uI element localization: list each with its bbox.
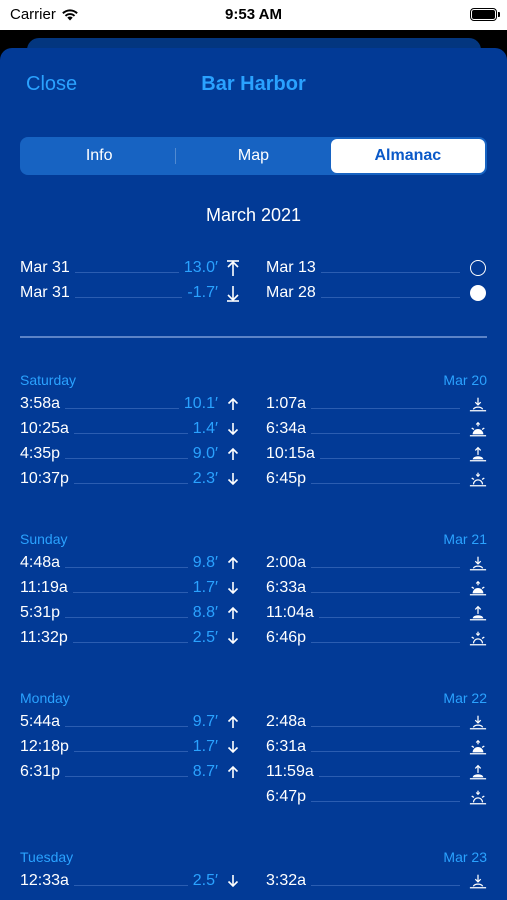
falling-arrow-icon [224, 422, 242, 436]
low-tide-arrow-icon [224, 285, 242, 302]
sun-moon-row [266, 443, 487, 465]
event-time: 11:04a [266, 604, 314, 621]
event-time: 4:35p [20, 445, 61, 462]
day-name: Sunday [20, 531, 68, 547]
high-tide-arrow-icon [224, 260, 242, 277]
new-moon-icon [470, 260, 486, 276]
sun-moon-row [266, 736, 487, 758]
sun-moon-row [266, 577, 487, 599]
moonset-icon [469, 713, 487, 731]
summary-low-tide [20, 282, 242, 304]
event-time: 11:59a [266, 763, 314, 780]
day-date: Mar 21 [443, 531, 487, 547]
tide-row [20, 577, 242, 599]
tide-row [20, 627, 242, 649]
falling-arrow-icon [224, 631, 242, 645]
tide-height: 8.7′ [192, 763, 218, 780]
summary-high-tide [20, 257, 242, 279]
status-bar [0, 0, 507, 30]
falling-arrow-icon [224, 740, 242, 754]
tide-row [20, 418, 242, 440]
tide-height: 2.5′ [192, 629, 218, 646]
summary-height: 13.0′ [183, 259, 218, 276]
tide-row [20, 468, 242, 490]
month-title: March 2021 [205, 205, 302, 225]
tide-row [20, 443, 242, 465]
page-title: Bar Harbor [201, 73, 306, 95]
summary-date: Mar 13 [266, 259, 316, 276]
full-moon-icon [470, 285, 486, 301]
summary-date: Mar 31 [20, 259, 70, 276]
tide-row [20, 761, 242, 783]
section-divider [20, 336, 487, 338]
sun-moon-row [266, 870, 487, 892]
event-time: 2:00a [266, 554, 307, 571]
day-name: Tuesday [20, 849, 74, 865]
event-time: 6:47p [266, 788, 307, 805]
event-time: 4:48a [20, 554, 61, 571]
event-time: 6:45p [266, 470, 307, 487]
tab-map[interactable]: Map [237, 147, 270, 164]
moonset-icon [469, 395, 487, 413]
event-time: 10:37p [20, 470, 69, 487]
event-time: 3:58a [20, 395, 61, 412]
summary-height: -1.7′ [187, 284, 218, 301]
sunset-icon [469, 788, 487, 806]
tide-height: 10.1′ [183, 395, 218, 412]
event-time: 3:32a [266, 872, 307, 889]
sun-moon-row [266, 393, 487, 415]
event-time: 6:31a [266, 738, 307, 755]
event-time: 6:34a [266, 420, 307, 437]
summary-new-moon [266, 257, 487, 279]
day-date: Mar 23 [443, 849, 487, 865]
rising-arrow-icon [224, 447, 242, 461]
segmented-control [20, 137, 487, 175]
tide-height: 1.7′ [192, 738, 218, 755]
moonrise-icon [469, 604, 487, 622]
almanac-sheet [0, 48, 507, 900]
tide-row [20, 602, 242, 624]
tide-row [20, 711, 242, 733]
event-time: 6:31p [20, 763, 61, 780]
falling-arrow-icon [224, 874, 242, 888]
summary-date: Mar 28 [266, 284, 316, 301]
tide-height: 1.4′ [192, 420, 218, 437]
event-time: 6:46p [266, 629, 307, 646]
event-time: 10:25a [20, 420, 69, 437]
sun-moon-row [266, 711, 487, 733]
sunrise-icon [469, 420, 487, 438]
sunrise-icon [469, 738, 487, 756]
moonrise-icon [469, 445, 487, 463]
tide-height: 1.7′ [192, 579, 218, 596]
falling-arrow-icon [224, 472, 242, 486]
tide-row [20, 552, 242, 574]
tide-row [20, 736, 242, 758]
moonset-icon [469, 554, 487, 572]
tab-info[interactable]: Info [22, 139, 176, 173]
sunset-icon [469, 470, 487, 488]
rising-arrow-icon [224, 397, 242, 411]
event-time: 5:44a [20, 713, 61, 730]
tide-height: 8.8′ [192, 604, 218, 621]
event-time: 6:33a [266, 579, 307, 596]
carrier-label: Carrier [10, 6, 56, 23]
sunrise-icon [469, 579, 487, 597]
day-name: Saturday [20, 372, 77, 388]
tide-height: 2.3′ [192, 470, 218, 487]
falling-arrow-icon [224, 581, 242, 595]
sun-moon-row [266, 552, 487, 574]
day-date: Mar 20 [443, 372, 487, 388]
tide-row [20, 393, 242, 415]
rising-arrow-icon [224, 765, 242, 779]
moonrise-icon [469, 763, 487, 781]
rising-arrow-icon [224, 556, 242, 570]
sunset-icon [469, 629, 487, 647]
event-time: 2:48a [266, 713, 307, 730]
tide-row [20, 870, 242, 892]
close-button[interactable]: Close [26, 73, 78, 95]
sun-moon-row [266, 602, 487, 624]
event-time: 11:19a [20, 579, 68, 596]
tab-almanac[interactable]: Almanac [331, 139, 485, 173]
day-date: Mar 22 [443, 690, 487, 706]
nav-bar [0, 48, 507, 118]
event-time: 11:32p [20, 629, 68, 646]
tide-height: 9.0′ [192, 445, 218, 462]
sun-moon-row [266, 468, 487, 490]
sun-moon-row [266, 786, 487, 808]
sun-moon-row [266, 627, 487, 649]
tide-height: 9.7′ [192, 713, 218, 730]
event-time: 10:15a [266, 445, 315, 462]
sun-moon-row [266, 761, 487, 783]
event-time: 12:18p [20, 738, 69, 755]
tide-height: 9.8′ [192, 554, 218, 571]
status-time: 9:53 AM [225, 6, 282, 23]
rising-arrow-icon [224, 715, 242, 729]
rising-arrow-icon [224, 606, 242, 620]
summary-date: Mar 31 [20, 284, 70, 301]
tide-height: 2.5′ [192, 872, 218, 889]
day-name: Monday [20, 690, 70, 706]
summary-full-moon [266, 282, 487, 304]
event-time: 12:33a [20, 872, 69, 889]
sun-moon-row [266, 418, 487, 440]
battery-icon [470, 8, 497, 21]
event-time: 5:31p [20, 604, 61, 621]
moonset-icon [469, 872, 487, 890]
event-time: 1:07a [266, 395, 307, 412]
